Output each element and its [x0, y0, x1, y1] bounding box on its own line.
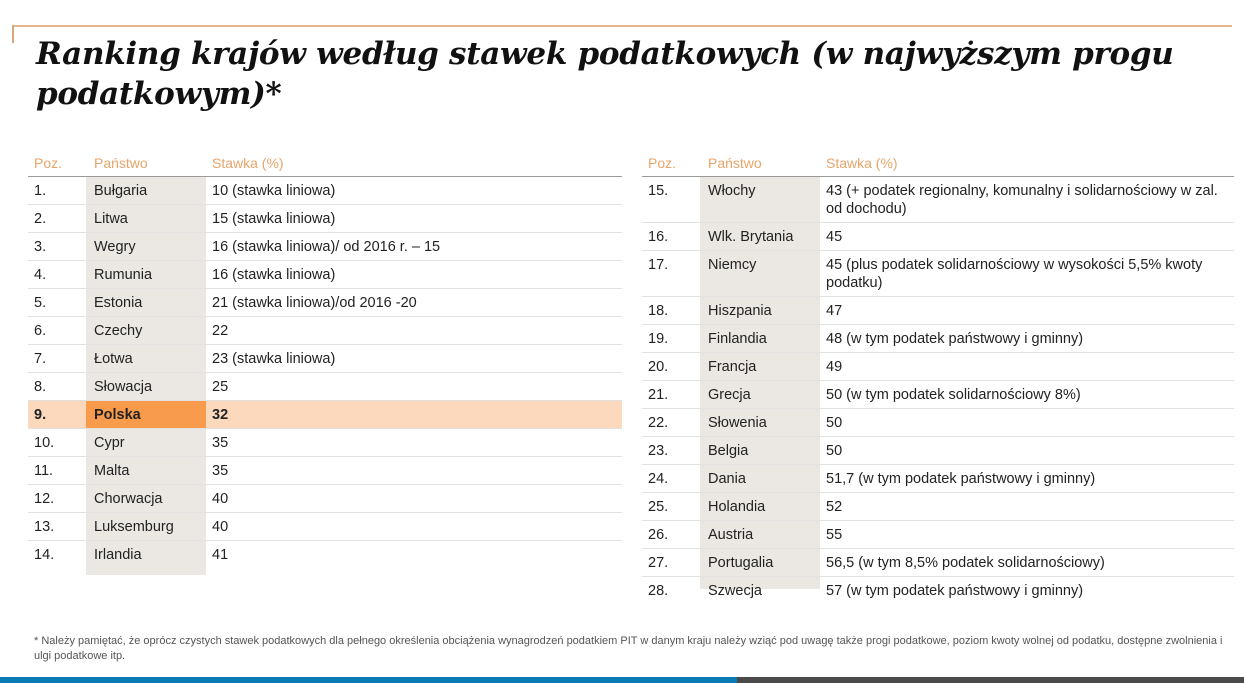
- rank-cell: 9.: [34, 407, 47, 423]
- page-title: Ranking krajów według stawek podatkowych (w najwyższym progu podatkowym)*: [36, 36, 1174, 112]
- accent-rule: [12, 25, 1232, 27]
- table-row: [28, 457, 622, 485]
- rank-cell: 22.: [648, 415, 669, 431]
- header-pos: Poz.: [34, 155, 63, 171]
- country-cell: Austria: [708, 527, 754, 543]
- table-row: [642, 409, 1234, 437]
- rate-cell: 15 (stawka liniowa): [212, 211, 336, 227]
- rate-cell: 56,5 (w tym 8,5% podatek solidarnościowy): [826, 555, 1105, 571]
- table-row: [642, 381, 1234, 409]
- rank-cell: 3.: [34, 239, 47, 255]
- country-cell: Czechy: [94, 323, 143, 339]
- rank-cell: 21.: [648, 387, 669, 403]
- rate-cell: 57 (w tym podatek państwowy i gminny): [826, 583, 1084, 599]
- country-cell: Włochy: [708, 183, 756, 199]
- bottom-bar-dark: [737, 677, 1244, 683]
- country-cell: Estonia: [94, 295, 143, 311]
- header-rate: Stawka (%): [826, 155, 898, 171]
- table-row: [642, 251, 1234, 297]
- table-row: [28, 289, 622, 317]
- country-cell: Portugalia: [708, 555, 774, 571]
- country-cell: Niemcy: [708, 257, 757, 273]
- table-row: [642, 465, 1234, 493]
- table-row: [28, 541, 622, 568]
- table-row: [642, 297, 1234, 325]
- rank-cell: 25.: [648, 499, 669, 515]
- table-row: [642, 353, 1234, 381]
- rank-cell: 8.: [34, 379, 47, 395]
- rank-cell: 17.: [648, 257, 669, 273]
- table-row: [642, 437, 1234, 465]
- rate-cell: 47: [826, 303, 843, 319]
- rank-cell: 11.: [34, 463, 54, 479]
- rank-cell: 20.: [648, 359, 669, 375]
- rate-cell: 45 (plus podatek solidarnościowy w wysokości 5,5% kwoty podatku): [826, 257, 1203, 291]
- rate-cell: 43 (+ podatek regionalny, komunalny i solidarnościowy w zal. od dochodu): [826, 183, 1218, 217]
- rank-cell: 27.: [648, 555, 669, 571]
- ranking-table-left: [28, 150, 622, 568]
- header-country: Państwo: [708, 155, 762, 171]
- rate-cell: 35: [212, 435, 229, 451]
- rank-cell: 15.: [648, 183, 669, 199]
- country-cell: Finlandia: [708, 331, 767, 347]
- ranking-table-right: [642, 150, 1234, 604]
- rate-cell: 50 (w tym podatek solidarnościowy 8%): [826, 387, 1081, 403]
- rate-cell: 10 (stawka liniowa): [212, 183, 336, 199]
- country-cell: Rumunia: [94, 267, 153, 283]
- rank-cell: 7.: [34, 351, 47, 367]
- table-header: [28, 150, 622, 177]
- table-row: [28, 233, 622, 261]
- rank-cell: 5.: [34, 295, 47, 311]
- country-cell: Hiszpania: [708, 303, 772, 319]
- country-cell: Łotwa: [94, 351, 133, 367]
- table-row: [28, 177, 622, 205]
- country-cell: Polska: [86, 401, 206, 428]
- rank-cell: 19.: [648, 331, 669, 347]
- table-row: [28, 373, 622, 401]
- rate-cell: 32: [212, 407, 229, 423]
- table-row: [642, 577, 1234, 604]
- rank-cell: 16.: [648, 229, 669, 245]
- country-cell: Grecja: [708, 387, 751, 403]
- country-cell: Francja: [708, 359, 757, 375]
- country-cell: Holandia: [708, 499, 766, 515]
- table-row: [28, 317, 622, 345]
- table-row: [642, 521, 1234, 549]
- bottom-bar-blue: [0, 677, 737, 683]
- rank-cell: 23.: [648, 443, 669, 459]
- country-cell: Chorwacja: [94, 491, 163, 507]
- rate-cell: 21 (stawka liniowa)/od 2016 -20: [212, 295, 417, 311]
- table-row: [28, 261, 622, 289]
- table-row: [642, 177, 1234, 223]
- rate-cell: 50: [826, 415, 843, 431]
- rank-cell: 1.: [34, 183, 47, 199]
- rate-cell: 22: [212, 323, 229, 339]
- rank-cell: 12.: [34, 491, 55, 507]
- rank-cell: 28.: [648, 583, 669, 599]
- table-row: [28, 429, 622, 457]
- rank-cell: 18.: [648, 303, 669, 319]
- rank-cell: 4.: [34, 267, 47, 283]
- table-row: [28, 205, 622, 233]
- rank-cell: 26.: [648, 527, 669, 543]
- country-cell: Belgia: [708, 443, 749, 459]
- country-cell: Wlk. Brytania: [708, 229, 794, 245]
- rate-cell: 23 (stawka liniowa): [212, 351, 336, 367]
- rate-cell: 35: [212, 463, 229, 479]
- rate-cell: 25: [212, 379, 229, 395]
- accent-rule-tick: [12, 25, 14, 43]
- rank-cell: 2.: [34, 211, 47, 227]
- rate-cell: 40: [212, 519, 229, 535]
- table-row: [28, 485, 622, 513]
- rank-cell: 6.: [34, 323, 47, 339]
- table-row: [642, 223, 1234, 251]
- country-cell: Szwecja: [708, 583, 762, 599]
- rate-cell: 49: [826, 359, 843, 375]
- rank-cell: 24.: [648, 471, 669, 487]
- header-pos: Poz.: [648, 155, 677, 171]
- rank-cell: 10.: [34, 435, 55, 451]
- header-country: Państwo: [94, 155, 148, 171]
- rate-cell: 40: [212, 491, 229, 507]
- rate-cell: 55: [826, 527, 843, 543]
- country-cell: Luksemburg: [94, 519, 174, 535]
- rate-cell: 16 (stawka liniowa)/ od 2016 r. – 15: [212, 239, 441, 255]
- country-cell: Dania: [708, 471, 746, 487]
- rank-cell: 13.: [34, 519, 55, 535]
- header-rate: Stawka (%): [212, 155, 284, 171]
- rate-cell: 51,7 (w tym podatek państwowy i gminny): [826, 471, 1096, 487]
- table-row: [642, 325, 1234, 353]
- rate-cell: 52: [826, 499, 843, 515]
- country-cell: Malta: [94, 463, 130, 479]
- table-header: [642, 150, 1234, 177]
- country-cell: Cypr: [94, 435, 125, 451]
- table-row: [28, 513, 622, 541]
- table-row: [28, 345, 622, 373]
- country-cell: Słowenia: [708, 415, 767, 431]
- rate-cell: 48 (w tym podatek państwowy i gminny): [826, 331, 1084, 347]
- rank-cell: 14.: [34, 547, 55, 563]
- table-row: [642, 493, 1234, 521]
- country-cell: Bułgaria: [94, 183, 148, 199]
- rate-cell: 41: [212, 547, 229, 563]
- table-row-highlighted: [28, 401, 622, 429]
- country-cell: Słowacja: [94, 379, 153, 395]
- rate-cell: 45: [826, 229, 843, 245]
- footnote: * Należy pamiętać, że oprócz czystych stawek podatkowych dla pełnego określenia obciążenia wynagrodzeń podatkiem PIT w danym kraju należy wziąć pod uwagę także progi podatkowe, poziom kwoty wolnej od podatku, dostępne zwolnienia i ulgi podatkowe itp.: [34, 635, 1223, 662]
- rate-cell: 16 (stawka liniowa): [212, 267, 336, 283]
- country-cell: Irlandia: [94, 547, 142, 563]
- country-cell: Litwa: [94, 211, 128, 227]
- country-cell: Wegry: [94, 239, 136, 255]
- rate-cell: 50: [826, 443, 843, 459]
- table-row: [642, 549, 1234, 577]
